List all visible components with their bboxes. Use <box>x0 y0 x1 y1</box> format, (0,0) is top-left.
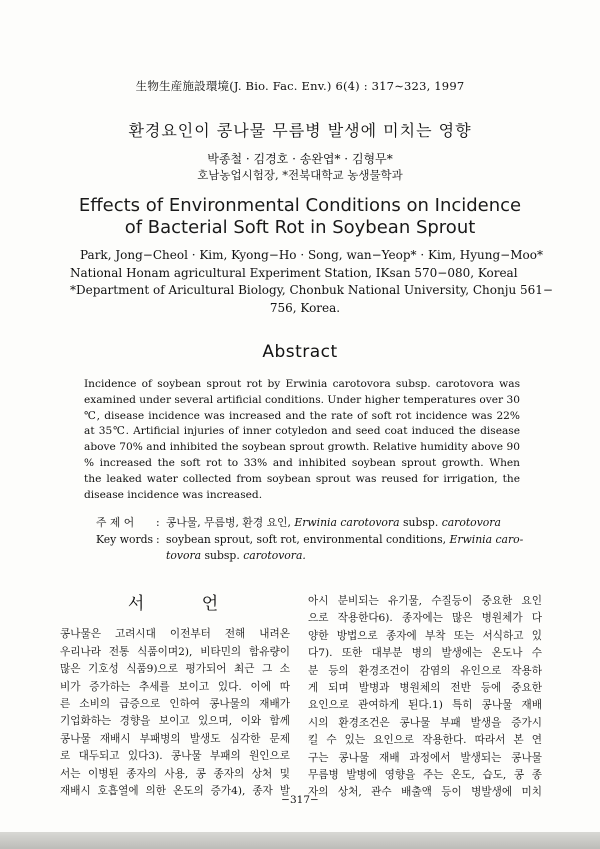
english-keywords <box>96 532 526 549</box>
english-affiliation-1: National Honam agricultural Experiment Station, IKsan 570−080, Koreal <box>70 265 518 280</box>
english-keywords-continuation <box>96 548 526 565</box>
body-line: 콩나물은 고려시대 이전부터 전해 내려온 <box>60 628 290 641</box>
introduction-heading: 서 언 <box>127 594 245 614</box>
abstract-heading: Abstract <box>262 342 338 362</box>
body-line: 로 대두되고 있다3). 콩나물 부패의 원인으로 <box>60 750 290 763</box>
keyword-plain: subsp. <box>402 516 439 529</box>
body-line: 으로 작용한다6). 종자에는 많은 병원체가 다 <box>308 612 542 625</box>
body-line: 다7). 또한 대부분 병의 발생에는 온도나 수 <box>308 647 542 660</box>
abstract-body <box>84 377 520 503</box>
abstract-line: disease incidence was increased. <box>84 488 263 501</box>
body-line: 킬 수 있는 요인으로 작용한다. 따라서 본 연 <box>308 734 542 747</box>
keyword-italic: carotovora. <box>243 549 306 562</box>
body-line: 서는 이병된 종자의 사용, 콩 종자의 상처 및 <box>60 767 290 780</box>
keyword-italic: Erwinia caro- <box>449 532 524 546</box>
english-title <box>0 195 600 239</box>
keyword-plain: subsp. <box>204 549 240 562</box>
keywords-colon: : <box>156 516 160 529</box>
body-line: 많은 기호성 식품9)으로 평가되어 최근 그 소 <box>60 663 290 676</box>
english-authors-block <box>70 247 553 317</box>
body-line: 자의 상처, 관수 배출액 등이 병발생에 미치 <box>308 786 542 799</box>
body-line: 비가 증가하는 추세를 보이고 있다. 이에 따 <box>60 680 290 693</box>
korean-title: 환경요인이 콩나물 무름병 발생에 미치는 영향 <box>128 121 472 140</box>
body-line: 재배시 호흡열에 의한 온도의 증가4), 종자 발 <box>60 784 290 797</box>
body-line: 아시 분비되는 유기물, 수질등이 중요한 요인 <box>308 595 542 607</box>
abstract-line: the leaked water collected from soybean sprout was reused for irrigation, the <box>84 472 520 485</box>
keyword-plain: soybean sprout, soft rot, environmental conditions, <box>166 532 447 546</box>
body-line: 구는 콩나물 재배 과정에서 발생되는 콩나물 <box>308 751 542 764</box>
body-line: 른 소비의 급증으로 인하여 콩나물의 재배가 <box>60 697 290 710</box>
journal-citation: 生物生産施設環境(J. Bio. Fac. Env.) 6(4) : 317∼323, 1997 <box>135 79 465 93</box>
keyword-italic: tovora <box>166 549 202 562</box>
body-line: 콩나물 재배시 부패병의 발생도 심각한 문제 <box>60 732 290 745</box>
body-line: 시의 환경조건은 콩나물 부패 발생을 증가시 <box>308 716 542 729</box>
english-affiliation-3: 756, Korea. <box>269 300 341 315</box>
english-keywords-label: Key words <box>96 532 154 546</box>
korean-affiliation: 호남농업시험장, *전북대학교 농생물학과 <box>197 168 403 182</box>
korean-keywords-label: 주 제 어 <box>96 516 135 529</box>
abstract-line: % increased the soft rot to 33% and inhibited soybean sprout growth. When <box>84 456 520 469</box>
english-title-line-2: of Bacterial Soft Rot in Soybean Sprout <box>124 217 476 238</box>
keyword-italic: Erwinia carotovora <box>294 516 400 529</box>
page-number: −317− <box>281 794 319 806</box>
body-line: 분 등의 환경조건이 감염의 유인으로 작용하 <box>308 664 542 677</box>
body-line: 무름병 발병에 영향을 주는 온도, 습도, 콩 종 <box>308 768 542 781</box>
body-line: 게 되며 발병과 병원체의 전반 등에 중요한 <box>308 681 542 694</box>
korean-authors: 박종철 · 김경호 · 송완엽* · 김형무* <box>207 152 393 166</box>
keyword-plain: 콩나물, 무름병, 환경 요인, <box>166 516 291 529</box>
korean-keywords-text <box>166 515 501 532</box>
english-keywords-text <box>166 532 523 549</box>
right-column <box>308 593 542 802</box>
english-title-line-1: Effects of Environmental Conditions on Incidence <box>78 195 522 216</box>
abstract-line: examined under several artificial conditions. Under higher temperatures over 30 <box>84 393 520 406</box>
keyword-italic: carotovora <box>441 516 501 529</box>
abstract-line: Incidence of soybean sprout rot by Erwinia carotovora subsp. carotovora was <box>84 378 520 390</box>
body-line: 기업화하는 경향을 보이고 있으며, 이와 함께 <box>60 715 290 728</box>
abstract-line: above 70% and inhibited the soybean sprout growth. Relative humidity above 90 <box>84 441 520 454</box>
korean-keywords <box>96 515 526 532</box>
abstract-line: at 35℃. Artificial injuries of inner cotyledon and seed coat induced the disease <box>84 425 520 438</box>
abstract-line: ℃, disease incidence was increased and the rate of soft rot incidence was 22% <box>84 409 520 422</box>
keywords-block <box>96 515 526 565</box>
left-column <box>60 596 290 800</box>
keywords-colon: : <box>156 532 160 546</box>
body-line: 우리나라 전통 식품이며2), 비타민의 함유량이 <box>60 645 290 658</box>
english-authors: Park, Jong−Cheol · Kim, Kyong−Ho · Song, wan−Yeop* · Kim, Hyung−Moo* <box>80 248 543 262</box>
body-line: 요인으로 관여하게 된다.1) 특히 콩나물 재배 <box>308 699 542 712</box>
body-line: 양한 방법으로 종자에 부착 또는 서식하고 있 <box>308 629 542 642</box>
scan-bottom-edge <box>0 832 600 849</box>
english-affiliation-2: *Department of Aricultural Biology, Chonbuk National University, Chonju 561− <box>70 283 553 297</box>
